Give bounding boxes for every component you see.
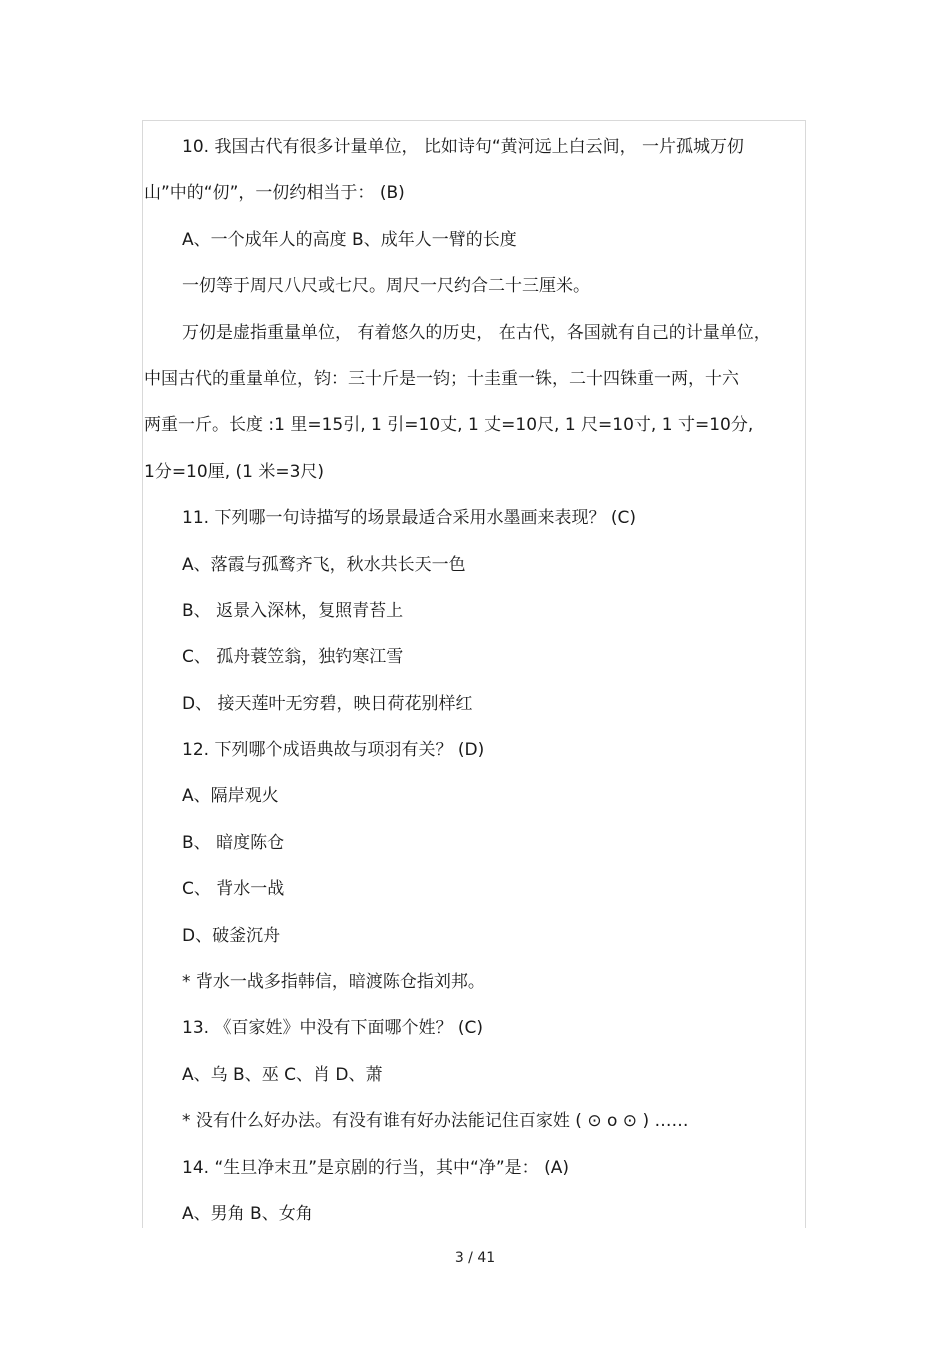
question-12-option-b: B、 暗度陈仓 xyxy=(182,832,285,853)
question-10-note-1: 一仞等于周尺八尺或七尺。周尺一尺约合二十三厘米。 xyxy=(182,276,590,297)
document-body xyxy=(144,130,806,1243)
question-13-note: * 没有什么好办法。有没有谁有好办法能记住百家姓 ( ⊙ o ⊙ ) …… xyxy=(182,1111,689,1132)
question-11-option-b: B、 返景入深林，复照青苔上 xyxy=(182,600,404,621)
question-10-note-4: 两重一斤。长度 :1 里=15引, 1 引=10丈, 1 丈=10尺, 1 尺=10寸, 1 寸=10分, xyxy=(144,415,754,436)
question-11-option-d: D、 接天莲叶无穷碧，映日荷花别样红 xyxy=(182,693,473,714)
question-10-options: A、一个成年人的高度 B、成年人一臂的长度 xyxy=(182,229,517,250)
question-10-note-3: 中国古代的重量单位，钧：三十斤是一钧；十圭重一铢，二十四铢重一两，十六 xyxy=(144,368,739,389)
question-12-option-c: C、 背水一战 xyxy=(182,879,285,900)
question-10-line-2: 山”中的“仞”，一仞约相当于： (B) xyxy=(144,183,405,204)
question-12-option-a: A、隔岸观火 xyxy=(182,786,279,807)
question-13: 13. 《百家姓》中没有下面哪个姓？ (C) xyxy=(182,1018,483,1039)
question-14: 14. “生旦净末丑”是京剧的行当，其中“净”是： (A) xyxy=(182,1157,569,1178)
question-11-option-c: C、 孤舟蓑笠翁，独钓寒江雪 xyxy=(182,647,404,668)
question-10-note-2: 万仞是虚指重量单位， 有着悠久的历史， 在古代，各国就有自己的计量单位， xyxy=(182,322,771,343)
question-12-note: * 背水一战多指韩信，暗渡陈仓指刘邦。 xyxy=(182,972,485,993)
question-10-note-5: 1分=10厘, (1 米=3尺) xyxy=(144,461,325,482)
question-12-option-d: D、破釜沉舟 xyxy=(182,925,281,946)
page-number: 3 / 41 xyxy=(454,1250,496,1266)
question-11: 11. 下列哪一句诗描写的场景最适合采用水墨画来表现？ (C) xyxy=(182,508,636,529)
question-14-options: A、男角 B、女角 xyxy=(182,1203,313,1224)
question-11-option-a: A、落霞与孤鹜齐飞，秋水共长天一色 xyxy=(182,554,466,575)
question-10-line-1: 10. 我国古代有很多计量单位， 比如诗句“黄河远上白云间， 一片孤城万仞 xyxy=(182,137,745,157)
question-12: 12. 下列哪个成语典故与项羽有关？ (D) xyxy=(182,740,485,761)
question-13-options: A、乌 B、巫 C、肖 D、萧 xyxy=(182,1064,383,1085)
